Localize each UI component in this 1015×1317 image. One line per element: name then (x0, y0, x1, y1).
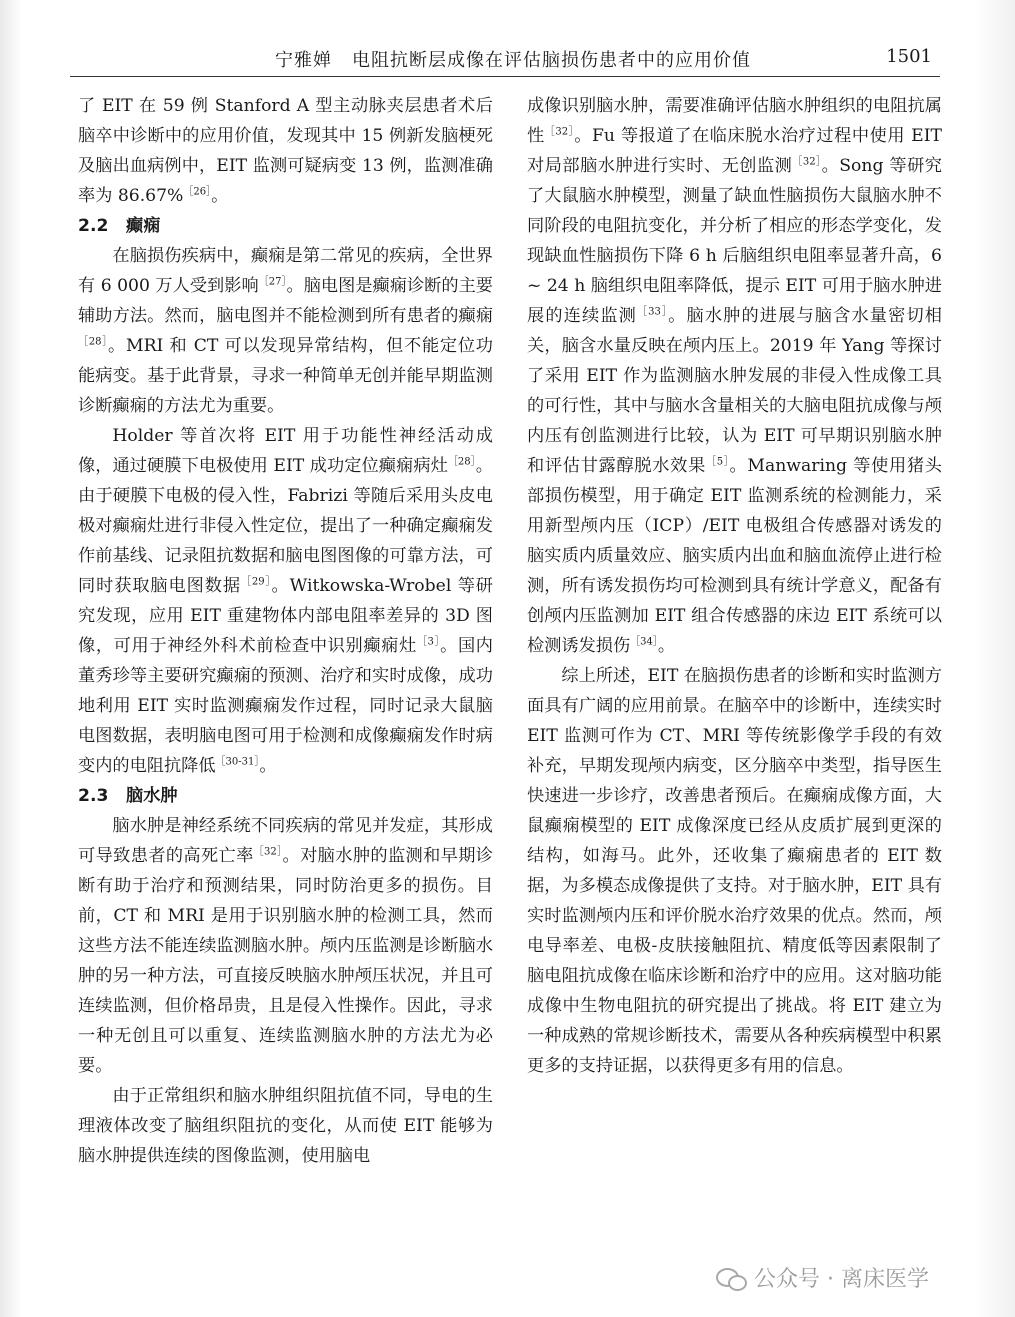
citation: ［32］ (792, 156, 822, 168)
right-column (527, 91, 942, 1081)
paragraph: 由于正常组织和脑水肿组织阻抗值不同，导电的生理液体改变了脑组织阻抗的变化，从而使 EIT 能够为脑水肿提供连续的图像监测，使用脑电 (78, 1086, 493, 1166)
paragraph: 在脑损伤疾病中，癫痫是第二常见的疾病，全世界有 6 000 万人受到影响$^{[27]}$。脑电图是癫痫诊断的主要辅助方法。然而，脑电图并不能检测到所有患者的癫痫$^{[28]}$。MRI 和 CT 可以发现异常结构，但不能定位功能病变。基于此背景，寻求一种简单无创并能早期监测诊断癫痫的方法尤为重要。 (78, 246, 493, 416)
running-title (275, 46, 751, 72)
page-shadow-right (975, 0, 1015, 1317)
page-shadow-left (0, 0, 22, 1317)
page-number: 1501 (886, 46, 932, 67)
header-title: 电阻抗断层成像在评估脑损伤患者中的应用价值 (352, 50, 751, 71)
citation: ［26］ (183, 186, 212, 198)
citation: ［27］ (258, 276, 287, 288)
citation: ［30-31］ (215, 756, 260, 768)
watermark (716, 1262, 929, 1293)
citation: ［34］ (630, 636, 658, 648)
paragraph: Holder 等首次将 EIT 用于功能性神经活动成像，通过硬膜下电极使用 EIT 成功定位癫痫病灶$^{[28]}$。由于硬膜下电极的侵入性，Fabrizi 等随后采用头皮电极对癫痫灶进行非侵入性定位，提出了一种确定癫痫发作前基线、记录阻抗数据和脑电图图像的可靠方法，可同时获取脑电图数据$^{[29]}$。Witkowska-Wrobel 等研究发现，应用 EIT 重建物体内部电阻率差异的 3D 图像，可用于神经外科术前检查中识别癫痫灶$^{[3]}$。国内董秀珍等主要研究癫痫的预测、治疗和实时成像，成功地利用 EIT 实时监测癫痫发作过程，同时记录大鼠脑电图数据，表明脑电图可用于检测和成像癫痫发作时病变内的电阻抗降低$^{[30-31]}$。 (78, 426, 493, 776)
section-number: 2.2 (78, 216, 109, 236)
section-title: 癫痫 (126, 216, 161, 236)
citation: ［3］ (416, 636, 441, 648)
citation: ［5］ (705, 456, 730, 468)
citation: ［28］ (78, 336, 109, 348)
paragraph: 脑水肿是神经系统不同疾病的常见并发症，其形成可导致患者的高死亡率$^{[32]}$。对脑水肿的监测和早期诊断有助于治疗和预测结果，同时防治更多的损伤。目前，CT 和 MRI 是用于识别脑水肿的检测工具，然而这些方法不能连续监测脑水肿。颅内压监测是诊断脑水肿的另一种方法，可直接反映脑水肿颅压状况，并且可连续监测，但价格昂贵，且是侵入性操作。因此，寻求一种无创且可以重复、连续监测脑水肿的方法尤为必要。 (78, 816, 493, 1076)
watermark-text: 公众号 · 离床医学 (754, 1267, 929, 1292)
running-header (70, 46, 940, 77)
paragraph: 综上所述，EIT 在脑损伤患者的诊断和实时监测方面具有广阔的应用前景。在脑卒中的诊断中，连续实时 EIT 监测可作为 CT、MRI 等传统影像学手段的有效补充，早期发现颅内病变，区分脑卒中类型，指导医生快速进一步诊疗，改善患者预后。在癫痫成像方面，大鼠癫痫模型的 EIT 成像深度已经从皮质扩展到更深的结构，如海马。此外，还收集了癫痫患者的 EIT 数据，为多模态成像提供了支持。对于脑水肿，EIT 具有实时监测颅内压和评价脱水治疗效果的优点。然而，颅电导率差、电极-皮肤接触阻抗、精度低等因素限制了脑电阻抗成像在临床诊断和治疗中的应用。这对脑功能成像中生物电阻抗的研究提出了挑战。将 EIT 建立为一种成熟的常规诊断技术，需要从各种疾病模型中积累更多的支持证据，以获得更多有用的信息。 (527, 666, 942, 1076)
citation: ［32］ (544, 126, 575, 138)
citation: ［28］ (447, 456, 476, 468)
header-author: 宁雅婵 (275, 50, 332, 71)
citation: ［32］ (253, 846, 283, 858)
paragraph: 成像识别脑水肿，需要准确评估脑水肿组织的电阻抗属性$^{[32]}$。Fu 等报道了在临床脱水治疗过程中使用 EIT 对局部脑水肿进行实时、无创监测$^{[32]}$。Song 等研究了大鼠脑水肿模型，测量了缺血性脑损伤大鼠脑水肿不同阶段的电阻抗变化，并分析了相应的形态学变化，发现缺血性脑损伤下降 6 h 后脑组织电阻率显著升高，6 ~ 24 h 脑组织电阻率降低，提示 EIT 可用于脑水肿进展的连续监测$^{[33]}$。脑水肿的进展与脑含水量密切相关，脑含水量反映在颅内压上。2019 年 Yang 等探讨了采用 EIT 作为监测脑水肿发展的非侵入性成像工具的可行性，其中与脑水含量相关的大脑电阻抗成像与颅内压有创监测进行比较，认为 EIT 可早期识别脑水肿和评估甘露醇脱水效果$^{[5]}$。Manwaring 等使用猪头部损伤模型，用于确定 EIT 监测系统的检测能力，采用新型颅内压（ICP）/EIT 电极组合传感器对诱发的脑实质内质量效应、脑实质内出血和脑血流停止进行检测，所有诱发损伤均可检测到具有统计学意义，配备有创颅内压监测加 EIT 组合传感器的床边 EIT 系统可以检测诱发损伤$^{[34]}$。 (527, 96, 942, 656)
citation: ［33］ (637, 306, 669, 318)
wechat-icon (716, 1267, 746, 1289)
section-heading (78, 211, 493, 241)
section-heading (78, 781, 493, 811)
section-title: 脑水肿 (126, 786, 178, 806)
section-number: 2.3 (78, 786, 109, 806)
paragraph: 了 EIT 在 59 例 Stanford A 型主动脉夹层患者术后脑卒中诊断中的应用价值，发现其中 15 例新发脑梗死及脑出血病例中，EIT 监测可疑病变 13 例，监测准确率为 86.67%$^{[26]}$。 (78, 96, 493, 206)
citation: ［29］ (240, 576, 272, 588)
left-column (78, 91, 493, 1171)
